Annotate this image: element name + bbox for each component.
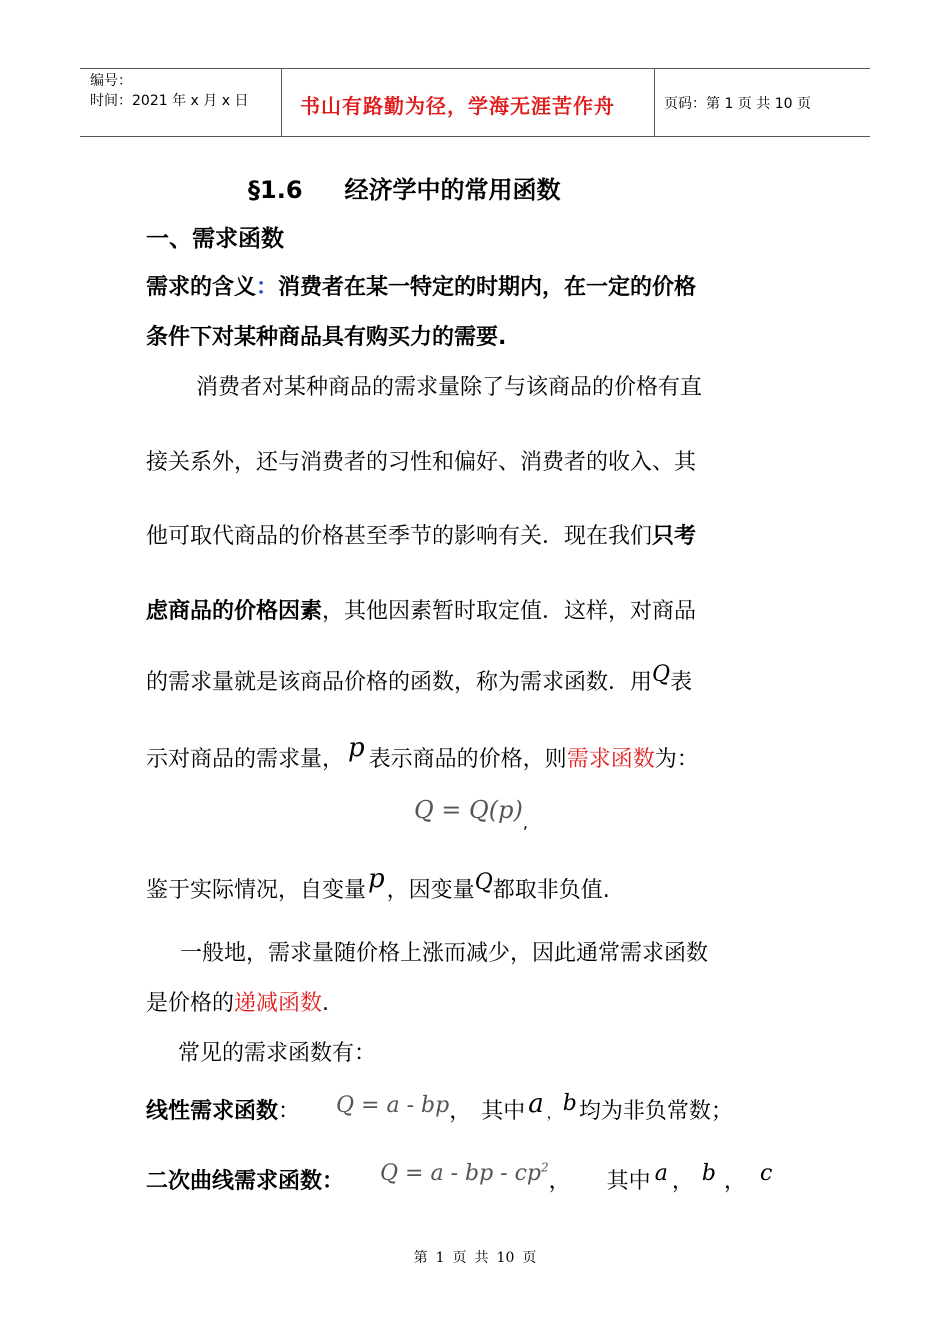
para1-line-3-text: 他可取代商品的价格甚至季节的影响有关．现在我们 [146,524,653,549]
para2-text-2: ，因变量 [386,878,475,903]
para1-line-5 [146,662,693,696]
definition-term: 需求的含义 [146,275,257,300]
para3-line-2 [146,986,329,1017]
para2-line [146,864,610,904]
linear-symbol-b: b [562,1091,577,1116]
linear-label: 线性需求函数 [146,1099,279,1124]
quadratic-formula [380,1161,549,1186]
definition-colon: ： [256,275,279,300]
para2-symbol-q: Q [474,870,493,895]
header-divider-left [281,68,282,136]
quadratic-where: 其中 [606,1169,651,1194]
header-divider-right [654,68,655,136]
footer-text-4: 页 [522,1250,537,1266]
para1-line-2: 接关系外，还与消费者的习性和偏好、消费者的收入、其 [146,450,697,475]
symbol-q: Q [652,662,671,687]
footer-page-number: 1 [435,1250,445,1266]
footer-text-1: 第 [413,1250,428,1266]
quadratic-formula-expr: Q = a - bp - cp [380,1161,542,1186]
para1-line-5-text: 的需求量就是该商品价格的函数，称为需求函数．用 [146,670,653,695]
linear-symbol-a: a [528,1089,544,1119]
footer-total-pages: 10 [496,1250,515,1266]
para1-line-6-text: 示对商品的需求量， [146,747,345,772]
linear-comma: ， [449,1099,472,1124]
linear-colon: ： [278,1099,301,1124]
header-motto: 书山有路勤为径，学海无涯苦作舟 [300,94,615,118]
para1-line-1: 消费者对某种商品的需求量除了与该商品的价格有直 [196,375,703,400]
para1-line-4-text: ，其他因素暂时取定值．这样，对商品 [322,599,697,624]
para1-line-3 [146,519,696,550]
para1-line-3-bold: 只考 [652,524,697,549]
para2-symbol-p: p [368,864,385,894]
para1-line-6-text-2: 表示商品的价格，则 [368,747,567,772]
section-number: §1.6 [248,176,303,204]
formula-demand-expr: Q = Q(p) [414,796,523,824]
header-page-info: 页码：第 1 页 共 10 页 [664,96,811,112]
quadratic-comma: ， [548,1169,571,1194]
page-footer [0,1247,950,1267]
quadratic-sep-2: ， [723,1169,746,1194]
para3-line-1: 一般地，需求量随价格上涨而减少，因此通常需求函数 [180,941,709,966]
definition-line-1 [146,270,696,301]
term-demand-function: 需求函数 [566,747,655,772]
para1-line-5-tail: 表 [670,670,693,695]
header-time-label: 时间：2021 年 x 月 x 日 [90,93,249,109]
definition-text-1: 消费者在某一特定的时期内，在一定的价格 [278,275,697,300]
quadratic-formula-exponent: 2 [541,1160,549,1175]
common-functions-intro: 常见的需求函数有： [178,1041,377,1066]
page-title [248,170,561,205]
section-title: 经济学中的常用函数 [344,176,561,204]
para3-text: 是价格的 [146,991,235,1016]
linear-sep: ， [546,1106,561,1122]
para2-text-1: 鉴于实际情况，自变量 [146,878,367,903]
header-bottom-border [80,136,870,137]
quadratic-colon: ： [322,1169,345,1194]
quadratic-symbol-a: a [654,1161,668,1186]
definition-line-2: 条件下对某种商品具有购买力的需要. [146,325,507,350]
quadratic-label: 二次曲线需求函数 [146,1169,323,1194]
linear-formula: Q = a - bp [336,1093,450,1118]
linear-where: 其中 [481,1099,526,1124]
term-decreasing-function: 递减函数 [234,991,323,1016]
quadratic-symbol-b: b [701,1161,716,1186]
quadratic-demand-line [146,1160,773,1195]
footer-text-3: 共 [474,1250,489,1266]
symbol-p: p [348,733,365,763]
para1-line-4-bold: 虑商品的价格因素 [146,599,323,624]
linear-tail: 均为非负常数； [578,1099,733,1124]
para1-line-6-tail: 为： [654,747,699,772]
formula-demand-comma: , [522,813,528,832]
header-top-border [80,68,870,69]
para3-tail: . [322,991,330,1016]
para2-text-3: 都取非负值. [492,878,610,903]
quadratic-symbol-c: c [759,1161,773,1186]
formula-demand [414,796,528,832]
quadratic-sep-1: ， [671,1169,694,1194]
para1-line-6 [146,733,699,773]
footer-text-2: 页 [452,1250,467,1266]
heading-demand-function: 一、需求函数 [146,226,284,252]
header-number-label: 编号： [90,73,132,89]
linear-demand-line [146,1089,733,1125]
para1-line-4 [146,594,696,625]
